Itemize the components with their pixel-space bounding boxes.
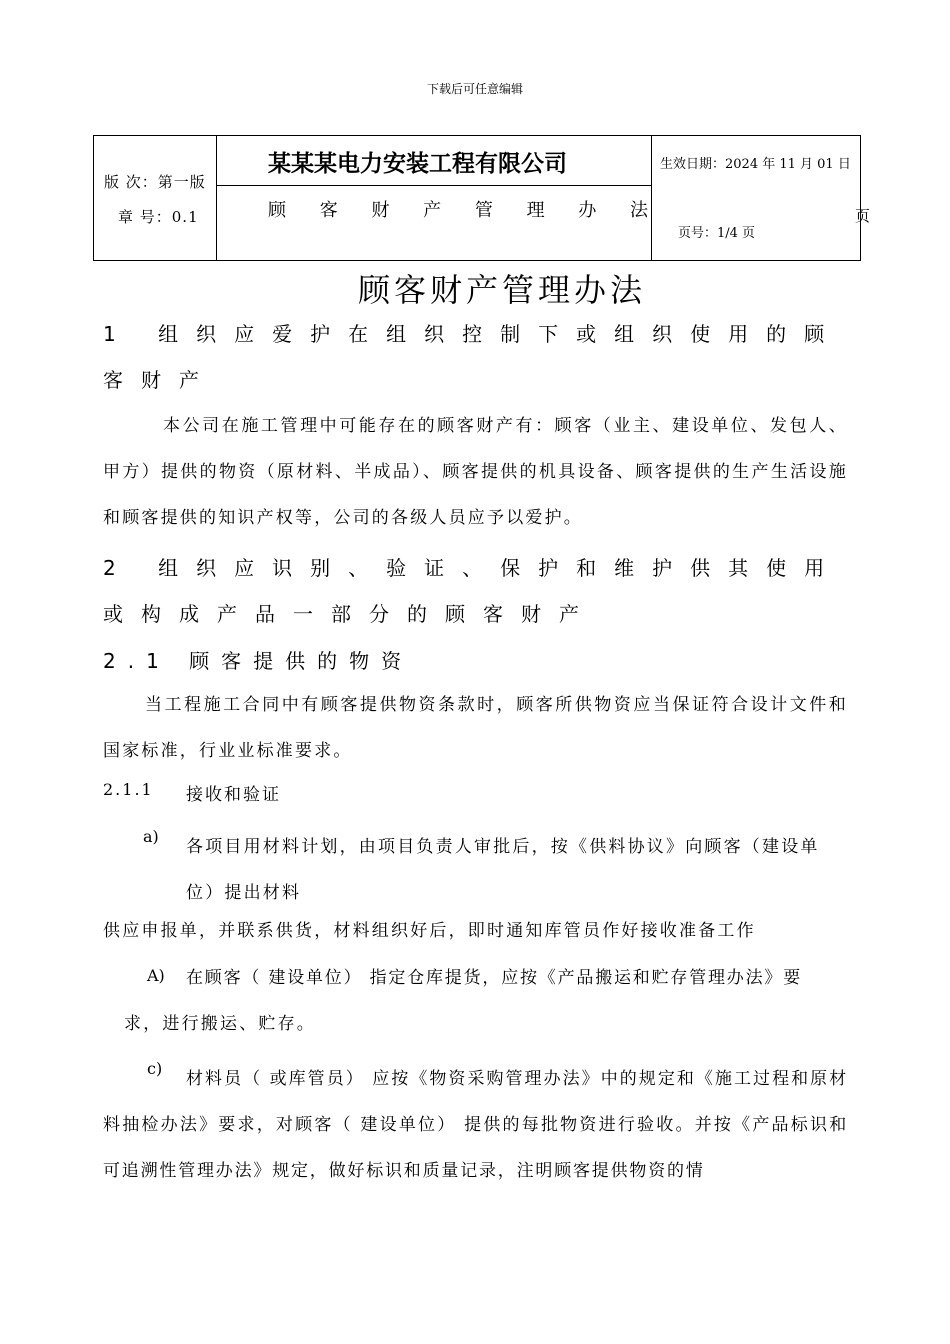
- header-divider-left: [216, 136, 217, 260]
- section-1-paragraph: 本公司在施工管理中可能存在的顾客财产有：顾客（业主、建设单位、发包人、甲方）提供的物资（原材料、半成品）、顾客提供的机具设备、顾客提供的生产生活设施和顾客提供的知识产权等，公司的各级人员应予以爱护。: [103, 416, 848, 528]
- header-divider-middle: [216, 185, 651, 186]
- header-document-title: 顾 客 财 产 管 理 办 法: [268, 200, 663, 221]
- item-c-text: 材料员（ 或库管员） 应按《物资采购管理办法》中的规定和《施工过程和原材料抽检办法》要求，对顾客（ 建设单位） 提供的每批物资进行验收。并按《产品标识和可追溯性管理办法》规定，做好标识和质量记录，注明顾客提供物资的情: [103, 1069, 848, 1181]
- item-a-continuation: 供应申报单，并联系供货，材料组织好后，即时通知库管员作好接收准备工作: [103, 921, 756, 941]
- effective-date: 生效日期：2024 年 11 月 01 日: [660, 157, 851, 172]
- section-2-1-1-label: 接收和验证: [186, 785, 281, 805]
- section-2-heading: 2 组织应识别、验证、保护和维护供其使用或构成产品一部分的顾客财产: [103, 556, 843, 626]
- edition-label: 版 次：第一版: [104, 173, 206, 191]
- section-2-1-heading: 2.1 顾客提供的物资: [103, 649, 414, 673]
- section-1-heading: 1 组织应爱护在组织控制下或组织使用的顾客财产: [103, 322, 843, 392]
- item-a-marker: a): [143, 827, 159, 846]
- item-A-text: 在顾客（ 建设单位） 指定仓库提货，应按《产品搬运和贮存管理办法》要: [186, 968, 803, 988]
- item-a-text: 各项目用材料计划，由项目负责人审批后，按《供料协议》向顾客（建设单位）提出材料: [186, 837, 820, 903]
- document-title: 顾客财产管理办法: [357, 271, 646, 309]
- item-c-marker: c): [147, 1059, 163, 1078]
- download-note: 下载后可任意编辑: [426, 82, 523, 96]
- item-A-continuation: 求，进行搬运、贮存。: [124, 1014, 316, 1034]
- item-A-marker: A): [147, 966, 165, 985]
- section-2-1-paragraph: 当工程施工合同中有顾客提供物资条款时，顾客所供物资应当保证符合设计文件和国家标准，行业业标准要求。: [103, 695, 848, 761]
- chapter-number: 章 号：0.1: [118, 208, 199, 226]
- page-number: 页号：1/4 页: [678, 226, 756, 241]
- page-suffix: 页: [855, 207, 871, 225]
- section-2-1-1-number: 2.1.1: [103, 780, 154, 799]
- company-name: 某某某电力安装工程有限公司: [268, 151, 567, 177]
